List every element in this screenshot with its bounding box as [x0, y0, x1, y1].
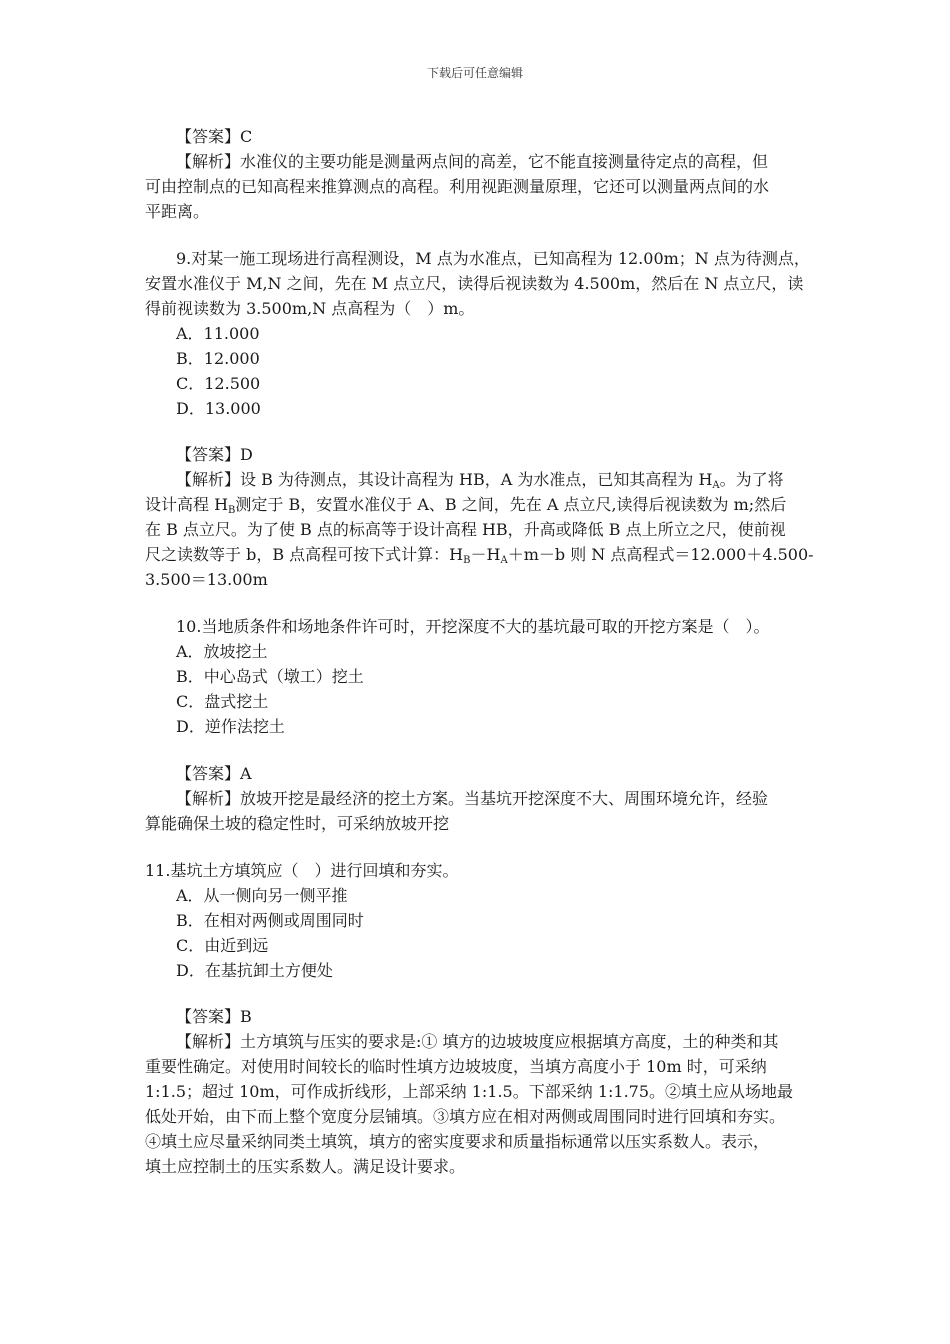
question-stem: 10.当地质条件和场地条件许可时，开挖深度不大的基坑最可取的开挖方案是（ ）。 [176, 617, 770, 636]
answer-line: 【答案】D [176, 445, 253, 464]
analysis-line: 3.500＝13.00m [145, 570, 268, 589]
analysis-line: ④填土应尽量采纳同类土填筑，填方的密实度要求和质量指标通常以压实系数人。表示， [145, 1132, 770, 1151]
analysis-line: 平距离。 [145, 202, 210, 221]
answer-line: 【答案】C [176, 127, 253, 146]
option-a: A．从一侧向另一侧平推 [176, 886, 348, 905]
analysis-line: 可由控制点的已知高程来推算测点的高程。利用视距测量原理，它还可以测量两点间的水 [145, 177, 770, 196]
question-stem: 得前视读数为 3.500m,N 点高程为（ ）m。 [145, 299, 475, 318]
option-d: D．在基抗卸土方便处 [176, 961, 333, 980]
analysis-line: 在 B 点立尺。为了使 B 点的标高等于设计高程 HB，升高或降低 B 点上所立之尺，使前视 [145, 520, 786, 539]
analysis-line: 设计高程 $H_B$测定于 B，安置水准仪于 A、B 之间，先在 A 点立尺,读得后视读数为 m;然后 [145, 495, 787, 516]
analysis-line: 【解析】放坡开挖是最经济的挖土方案。当基坑开挖深度不大、周围环境允许，经验 [176, 789, 769, 808]
analysis-line: 【解析】土方填筑与压实的要求是:① 填方的边坡坡度应根据填方高度，土的种类和其 [176, 1032, 779, 1051]
option-c: C．由近到远 [176, 936, 269, 955]
option-d: D．逆作法挖土 [176, 717, 285, 736]
analysis-line: 【解析】设 B 为待测点，其设计高程为 HB，A 为水准点，已知其高程为 $H_A$。为了将 [176, 470, 784, 491]
option-a: A．11.000 [176, 324, 260, 343]
analysis-line: 重要性确定。对使用时间较长的临时性填方边坡坡度，当填方高度小于 10m 时，可采纳 [145, 1057, 767, 1076]
option-d: D．13.000 [176, 399, 261, 418]
question-stem: 安置水准仪于 M,N 之间，先在 M 点立尺，读得后视读数为 4.500m，然后在 N 点立尺，读 [145, 274, 804, 293]
option-b: B．12.000 [176, 349, 260, 368]
analysis-line: 1:1.5；超过 10m，可作成折线形，上部采纳 1:1.5。下部采纳 1:1.75。②填土应从场地最 [145, 1082, 794, 1101]
analysis-line: 【解析】水准仪的主要功能是测量两点间的高差，它不能直接测量待定点的高程，但 [176, 152, 769, 171]
page-header: 下载后可任意编辑 [426, 66, 523, 80]
question-stem: 11.基坑土方填筑应（ ）进行回填和夯实。 [145, 861, 459, 880]
analysis-line: 填土应控制土的压实系数人。满足设计要求。 [145, 1157, 466, 1176]
question-stem: 9.对某一施工现场进行高程测设，M 点为水准点，已知高程为 12.00m；N 点为待测点， [176, 249, 810, 268]
analysis-line: 尺之读数等于 b，B 点高程可按下式计算：$H_B-H_A+m-b$ 则 N 点高程式＝12.000＋4.500- [145, 545, 814, 566]
option-c: C．盘式挖土 [176, 692, 269, 711]
answer-line: 【答案】A [176, 764, 252, 783]
analysis-line: 算能确保土坡的稳定性时，可采纳放坡开挖 [145, 814, 450, 833]
option-a: A．放坡挖土 [176, 642, 268, 661]
option-b: B．中心岛式（墩工）挖土 [176, 667, 364, 686]
option-c: C．12.500 [176, 374, 261, 393]
analysis-line: 低处开始，由下而上整个宽度分层铺填。③填方应在相对两侧或周围同时进行回填和夯实。 [145, 1107, 786, 1126]
option-b: B．在相对两侧或周围同时 [176, 911, 364, 930]
answer-line: 【答案】B [176, 1007, 252, 1026]
